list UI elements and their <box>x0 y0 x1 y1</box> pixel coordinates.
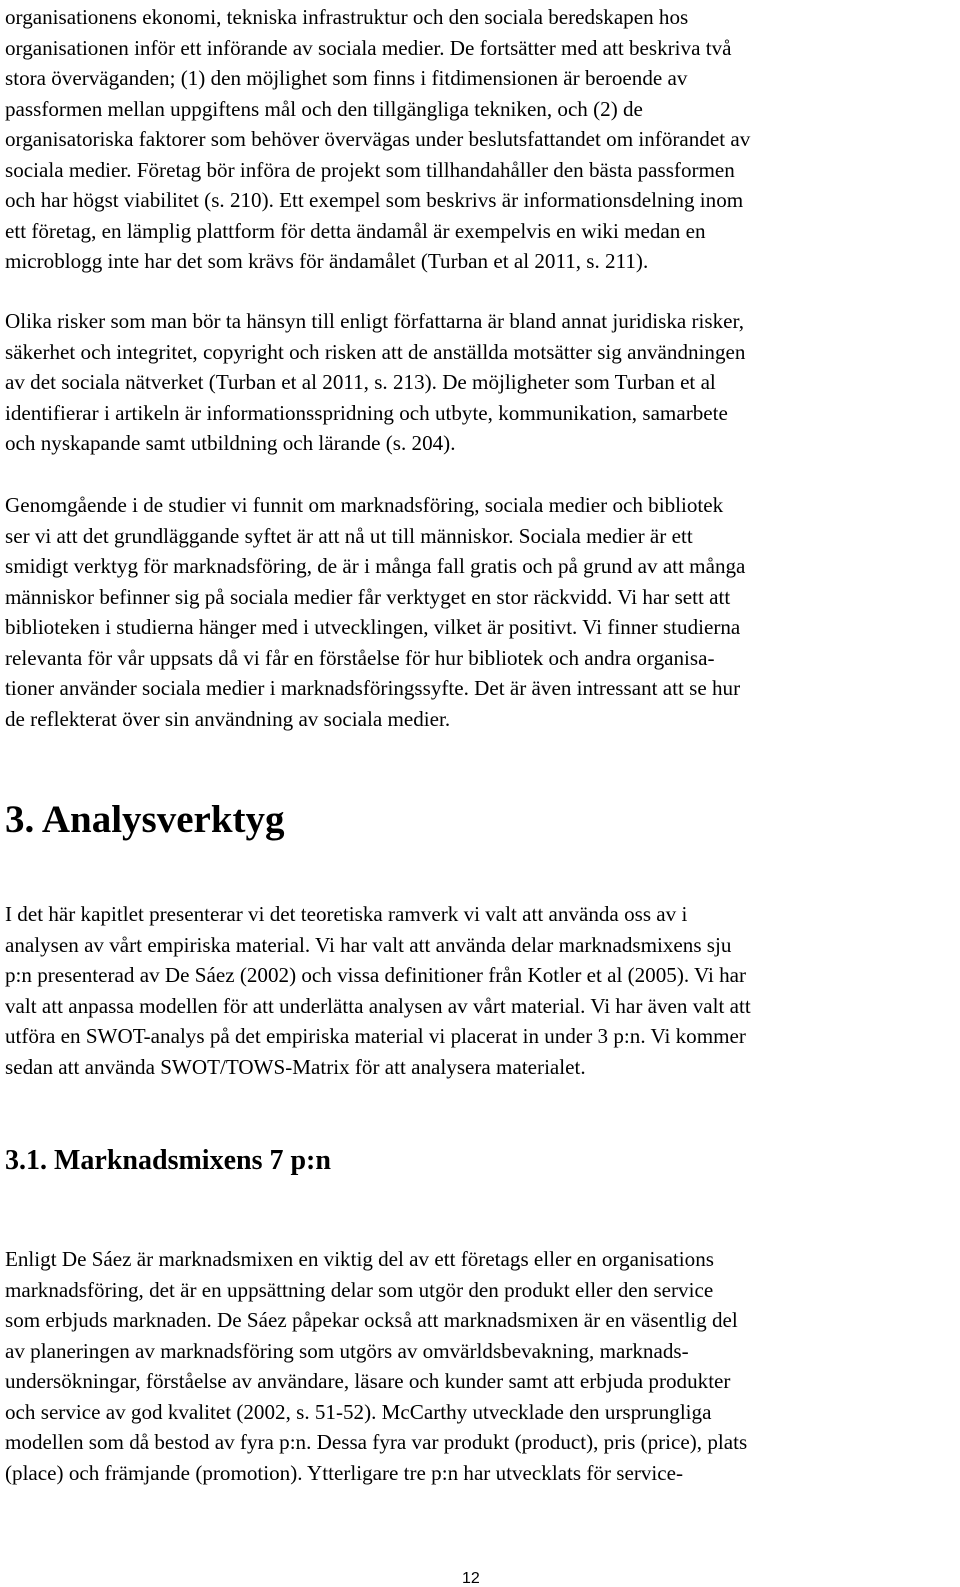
text-line: smidigt verktyg för marknadsföring, de är i många fall gratis och på grund av att många <box>5 554 746 578</box>
text-line: och har högst viabilitet (s. 210). Ett exempel som beskrivs är informationsdelning inom <box>5 188 744 212</box>
text-line: sedan att använda SWOT/TOWS-Matrix för att analysera materialet. <box>5 1054 586 1079</box>
text-line: marknadsföring, det är en uppsättning delar som utgör den produkt eller den service <box>5 1277 714 1302</box>
section-heading: 3.1. Marknadsmixens 7 p:n <box>5 1145 331 1176</box>
text-line: (place) och främjande (promotion). Ytterligare tre p:n har utvecklats för service- <box>5 1460 684 1485</box>
text-line: organisationen inför ett införande av sociala medier. De fortsätter med att beskriva två <box>5 35 732 60</box>
text-line: Genomgående i de studier vi funnit om marknadsföring, sociala medier och bibliotek <box>5 493 724 517</box>
text-line: ett företag, en lämplig plattform för detta ändamål är exempelvis en wiki medan en <box>5 218 706 243</box>
text-line: stora överväganden; (1) den möjlighet som finns i fitdimensionen är beroende av <box>5 66 688 90</box>
paragraph-risks <box>5 306 745 459</box>
chapter-heading: 3. Analysverktyg <box>5 798 285 841</box>
text-line: identifierar i artikeln är informationsspridning och utbyte, kommunikation, samarbete <box>5 400 728 425</box>
text-line: biblioteken i studierna hänger med i utvecklingen, vilket är positivt. Vi finner studierna <box>5 615 741 639</box>
text-line: I det här kapitlet presenterar vi det teoretiska ramverk vi valt att använda oss av i <box>5 902 688 926</box>
text-line: av planeringen av marknadsföring som utgörs av omvärldsbevakning, marknads- <box>5 1338 689 1363</box>
text-line: ser vi att det grundläggande syftet är att nå ut till människor. Sociala medier är ett <box>5 523 693 548</box>
text-line: analysen av vårt empiriska material. Vi har valt att använda delar marknadsmixens sju <box>5 932 732 957</box>
paragraph-marketing-mix <box>5 1244 747 1488</box>
text-line: Olika risker som man bör ta hänsyn till enligt författarna är bland annat juridiska risker, <box>5 309 744 333</box>
text-line: de reflekterat över sin användning av sociala medier. <box>5 706 451 731</box>
text-line: organisationens ekonomi, tekniska infrastruktur och den sociala beredskapen hos <box>5 5 689 29</box>
paragraph-social-media-adoption <box>5 2 750 277</box>
text-line: organisatoriska faktorer som behöver övervägas under beslutsfattandet om införandet av <box>5 127 751 151</box>
text-line: och nyskapande samt utbildning och lärande (s. 204). <box>5 431 456 455</box>
paragraph-summary <box>5 490 745 734</box>
text-line: relevanta för vår uppsats då vi får en förståelse för hur bibliotek och andra organisa- <box>5 645 715 670</box>
text-line: microblogg inte har det som krävs för ändamålet (Turban et al 2011, s. 211). <box>5 249 649 273</box>
text-line: säkerhet och integritet, copyright och risken att de anställda motsätter sig användningen <box>5 339 746 364</box>
text-line: utföra en SWOT-analys på det empiriska material vi placerat in under 3 p:n. Vi kommer <box>5 1024 746 1048</box>
page-number: 12 <box>462 1570 480 1587</box>
text-line: modellen som då bestod av fyra p:n. Dessa fyra var produkt (product), pris (price), plats <box>5 1430 748 1454</box>
paragraph-chapter-intro <box>5 899 751 1082</box>
text-line: tioner använder sociala medier i marknadsföringssyfte. Det är även intressant att se hur <box>5 676 741 700</box>
text-line: passformen mellan uppgiftens mål och den tillgängliga tekniken, och (2) de <box>5 96 643 121</box>
text-line: undersökningar, förståelse av användare, läsare och kunder samt att erbjuda produkter <box>5 1369 731 1393</box>
text-line: sociala medier. Företag bör införa de projekt som tillhandahåller den bästa passformen <box>5 157 735 182</box>
text-line: människor befinner sig på sociala medier får verktyget en stor räckvidd. Vi har sett att <box>5 584 731 609</box>
text-line: som erbjuds marknaden. De Sáez påpekar också att marknadsmixen är en väsentlig del <box>5 1308 738 1332</box>
text-line: valt att anpassa modellen för att underlätta analysen av vårt material. Vi har även valt att <box>5 993 751 1018</box>
text-line: p:n presenterad av De Sáez (2002) och vissa definitioner från Kotler et al (2005). Vi har <box>5 963 747 987</box>
text-line: och service av god kvalitet (2002, s. 51-52). McCarthy utvecklade den ursprungliga <box>5 1399 712 1424</box>
text-line: Enligt De Sáez är marknadsmixen en viktig del av ett företags eller en organisations <box>5 1247 714 1271</box>
text-line: av det sociala nätverket (Turban et al 2011, s. 213). De möjligheter som Turban et al <box>5 370 716 394</box>
